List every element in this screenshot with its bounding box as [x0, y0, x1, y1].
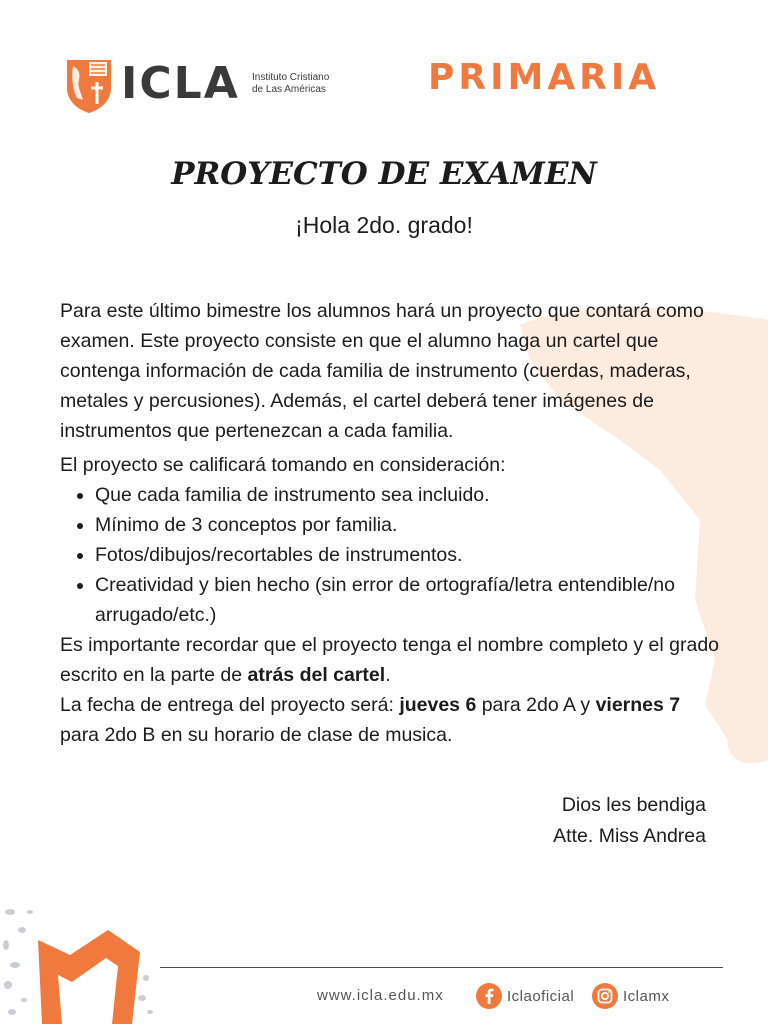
reminder-paragraph	[60, 630, 720, 690]
due-date-group-a: jueves 6	[399, 694, 477, 716]
logo-wordmark: ICLA	[121, 58, 240, 109]
criteria-item: • Que cada familia de instrumento sea incluido.	[95, 480, 720, 510]
facebook-handle: Iclaoficial	[507, 987, 575, 1005]
criteria-item: • Fotos/dibujos/recortables de instrumentos.	[95, 540, 720, 570]
logo-subtitle-line1: Instituto Cristiano	[252, 72, 330, 83]
signature-block	[553, 790, 706, 852]
due-text-end: para 2do B en su horario de clase de musica.	[60, 724, 453, 746]
criteria-list	[60, 480, 720, 630]
website-link[interactable]: www.icla.edu.mx	[317, 987, 444, 1004]
instagram-handle: Iclamx	[623, 987, 670, 1005]
instagram-icon	[592, 983, 618, 1009]
icla-shield-logo-icon	[65, 58, 113, 114]
due-text-middle: para 2do A y	[476, 694, 596, 716]
facebook-icon	[476, 983, 502, 1009]
reminder-end: .	[385, 664, 391, 686]
due-date-group-b: viernes 7	[595, 694, 681, 716]
instagram-link[interactable]	[592, 983, 669, 1009]
document-title: PROYECTO DE EXAMEN	[171, 156, 597, 192]
author-line: Atte. Miss Andrea	[553, 825, 706, 847]
blessing-line: Dios les bendiga	[561, 794, 706, 816]
intro-paragraph: Para este último bimestre los alumnos hará un proyecto que contará como examen. Este proyecto consiste en que el alumno haga un cartel que contenga información de cada familia de instrumento (cuerdas, maderas, metales y percusiones). Además, el cartel deberá tener imágenes de instrumentos que pertenezcan a cada familia.	[60, 300, 704, 442]
facebook-link[interactable]	[476, 983, 574, 1009]
document-body	[60, 296, 720, 750]
due-text-start: La fecha de entrega del proyecto será:	[60, 694, 400, 716]
due-date-paragraph	[60, 690, 720, 750]
reminder-text: Es importante recordar que el proyecto tenga el nombre completo y el grado escrito en la parte de	[60, 634, 720, 686]
greeting: ¡Hola 2do. grado!	[295, 212, 473, 238]
reminder-emphasis: atrás del cartel	[247, 664, 386, 686]
criteria-item: • Mínimo de 3 conceptos por familia.	[95, 510, 720, 540]
orange-bracket-shape	[38, 930, 140, 1024]
criteria-intro: El proyecto se calificará tomando en consideración:	[60, 454, 506, 476]
criteria-item: • Creatividad y bien hecho (sin error de ortografía/letra entendible/no arrugado/etc.)	[95, 570, 720, 630]
logo-subtitle-line2: de Las Américas	[252, 84, 326, 95]
logo-subtitle	[252, 72, 329, 96]
footer-divider	[160, 967, 723, 968]
section-heading: PRIMARIA	[428, 57, 661, 98]
